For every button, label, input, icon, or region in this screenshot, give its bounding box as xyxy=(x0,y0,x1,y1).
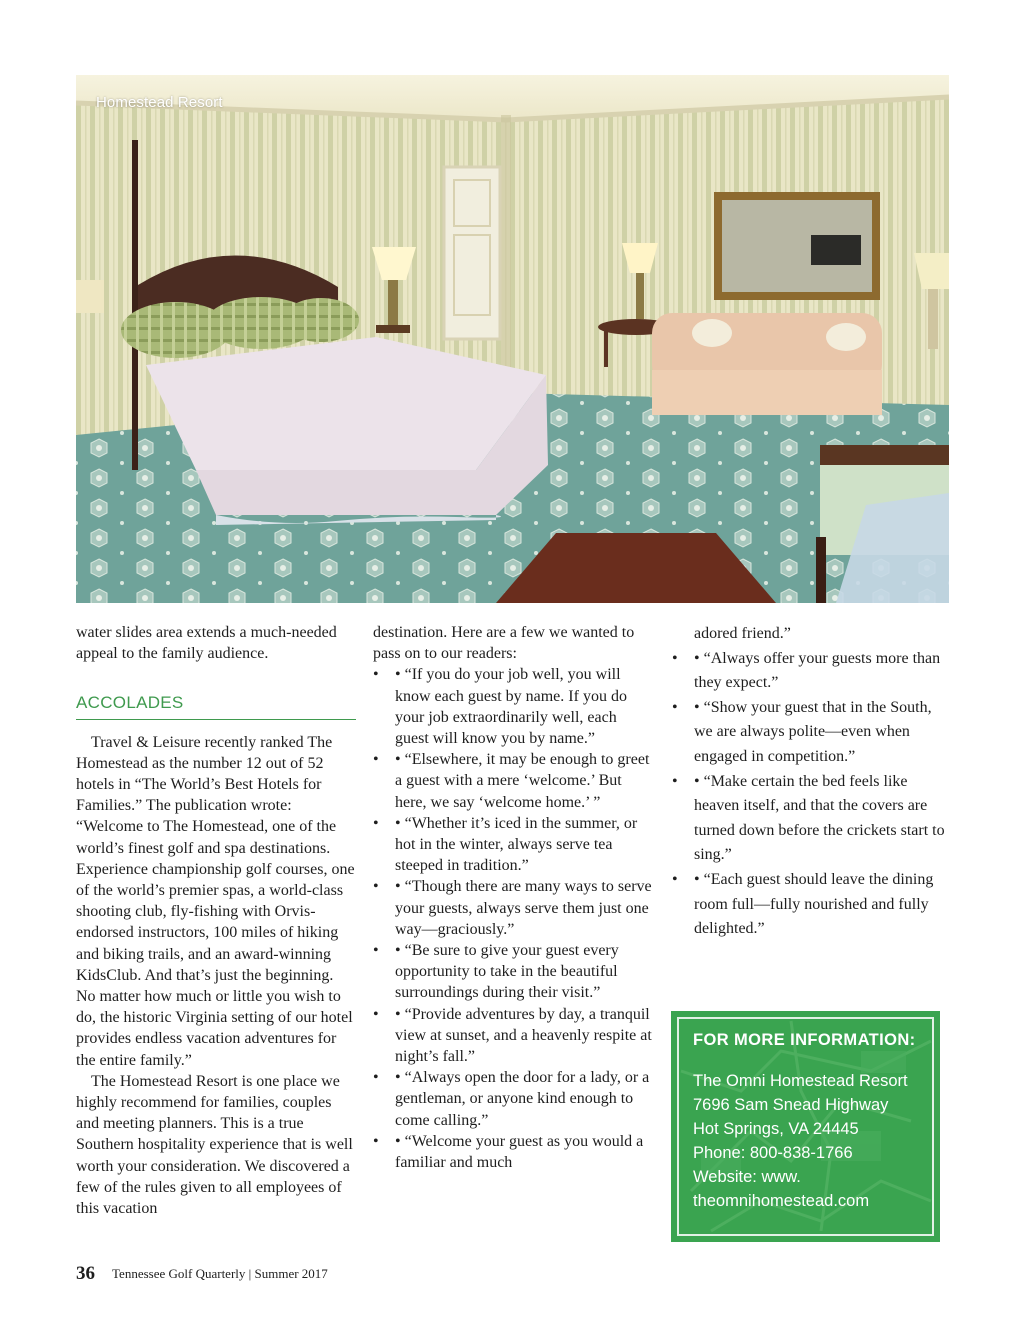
list-item: • • “Elsewhere, it may be enough to greet a guest with a mere ‘welcome.’ But here, we say ‘welcome home.’ ” xyxy=(373,749,653,813)
list-item: • • “Show your guest that in the South, we are always polite—even when engaged in competition.” xyxy=(672,696,948,770)
street-address: 7696 Sam Snead Highway xyxy=(693,1096,889,1114)
publication-info: Tennessee Golf Quarterly | Summer 2017 xyxy=(112,1266,328,1281)
list-item: • • “Always open the door for a lady, or a gentleman, or anyone kind enough to come calling.” xyxy=(373,1067,653,1131)
list-item: • • “Though there are many ways to serve your guests, always serve them just one way—graciously.” xyxy=(373,876,653,940)
accolades-paragraph-1: Travel & Leisure recently ranked The Homestead as the number 12 out of 52 hotels in “The World’s Best Hotels for Families.” The publication wrote: “Welcome to The Homestead, one of the world’s finest golf and spa destinations. Experience championship golf courses, one of the world’s premier spas, a world-class shooting club, fly-fishing with Orvis-endorsed instructors, 100 miles of hiking and biking trails, and an award-winning KidsClub. And that’s just the beginning. No matter how much or little you wish to do, the historic Virginia setting of our hotel provides endless vacation adventures for the entire family.” xyxy=(76,733,355,1069)
page-footer xyxy=(76,1263,328,1285)
column-3 xyxy=(672,622,948,942)
website-url: theomnihomestead.com xyxy=(693,1192,870,1210)
website-label: Website: www. xyxy=(693,1168,801,1186)
resort-name: The Omni Homestead Resort xyxy=(693,1072,908,1090)
list-item: • • “Provide adventures by day, a tranquil view at sunset, and a heavenly respite at night’s fall.” xyxy=(373,1004,653,1068)
info-title: FOR MORE INFORMATION: xyxy=(693,1031,916,1049)
list-item: • • “Be sure to give your guest every opportunity to take in the beautiful surroundings during their visit.” xyxy=(373,940,653,1004)
section-heading-accolades: ACCOLADES xyxy=(76,692,356,719)
rules-list xyxy=(373,664,653,1173)
column2-intro: destination. Here are a few we wanted to pass on to our readers: xyxy=(373,624,635,663)
list-item: • • “Each guest should leave the dining room full—fully nourished and fully delighted.” xyxy=(672,868,948,942)
column-1 xyxy=(76,622,356,1219)
rules-list-continued xyxy=(672,647,948,942)
more-information-box xyxy=(671,1011,940,1242)
column-2 xyxy=(373,622,653,1173)
list-item: • • “Make certain the bed feels like heaven itself, and that the covers are turned down before the crickets start to sing.” xyxy=(672,770,948,868)
city-state-zip: Hot Springs, VA 24445 xyxy=(693,1120,859,1138)
photo-caption: Homestead Resort xyxy=(96,94,223,111)
column3-lead: adored friend.” xyxy=(694,625,791,642)
column1-intro: water slides area extends a much-needed appeal to the family audience. xyxy=(76,624,337,663)
list-item: • • “Welcome your guest as you would a familiar and much xyxy=(373,1131,653,1173)
accolades-paragraph-2: The Homestead Resort is one place we highly recommend for families, couples and meeting planners. This is a true Southern hospitality experience that is well worth your consideration. We discovered a few of the rules given to all employees of this vacation xyxy=(76,1072,353,1218)
page-number: 36 xyxy=(76,1263,95,1284)
list-item: • • “Always offer your guests more than they expect.” xyxy=(672,647,948,696)
hotel-room-photo xyxy=(76,75,949,603)
contact-details xyxy=(693,1069,908,1213)
list-item: • • “Whether it’s iced in the summer, or hot in the winter, always serve tea steeped in tradition.” xyxy=(373,813,653,877)
phone-number: Phone: 800-838-1766 xyxy=(693,1144,853,1162)
list-item: • • “If you do your job well, you will know each guest by name. If you do your job extraordinarily well, each guest will know you by name.” xyxy=(373,664,653,749)
